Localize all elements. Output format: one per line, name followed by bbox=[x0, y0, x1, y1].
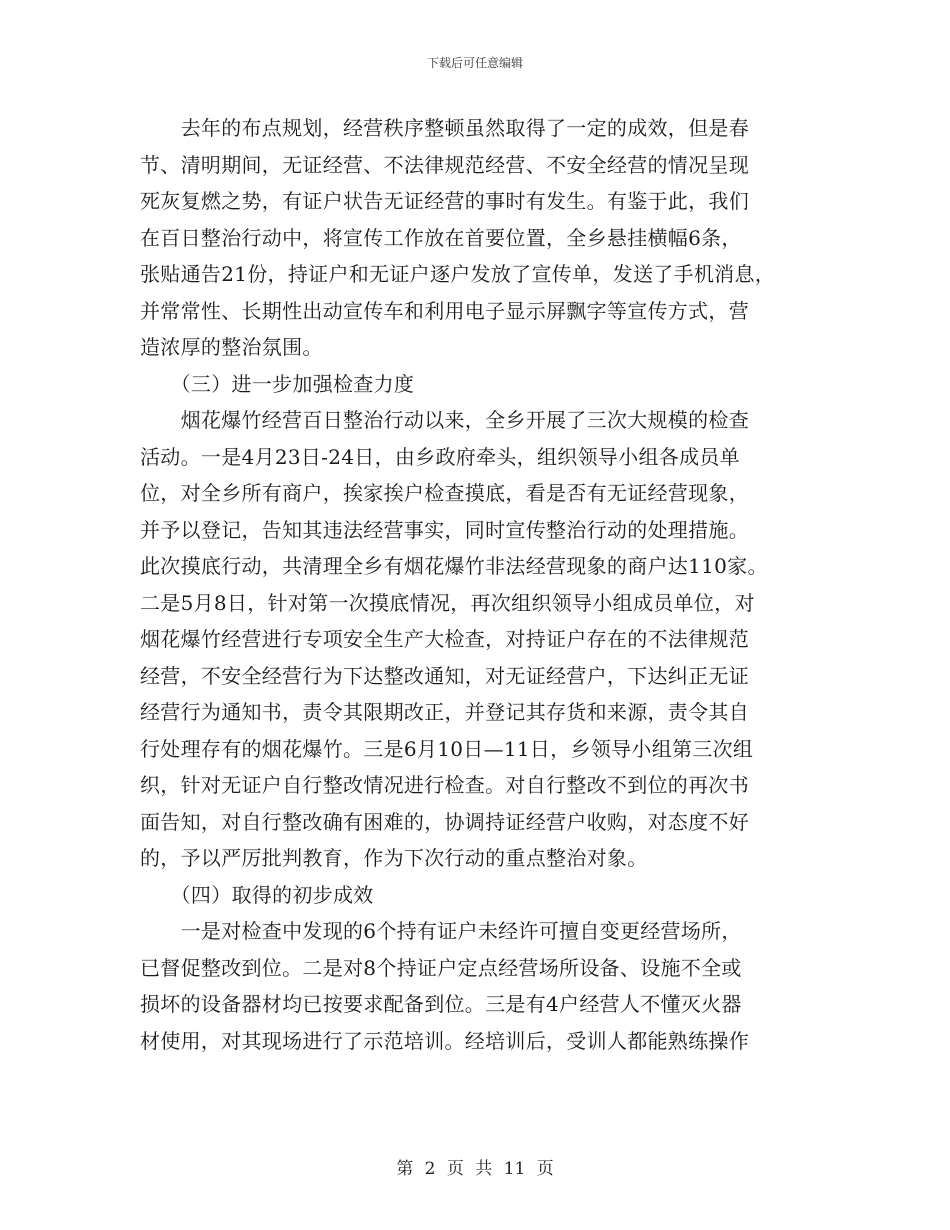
text-line: 节、清明期间，无证经营、不法律规范经营、不安全经营的情况呈现 bbox=[140, 152, 749, 177]
text-line: 张贴通告21份，持证户和无证户逐户发放了宣传单，发送了手机消息， bbox=[140, 262, 776, 286]
section-heading: （四）取得的初步成效 bbox=[140, 882, 374, 907]
text-line: 活动。一是4月23日-24日，由乡政府牵头，组织领导小组各成员单 bbox=[140, 444, 740, 469]
text-line: 并予以登记，告知其违法经营事实，同时宣传整治行动的处理措施。 bbox=[140, 517, 749, 542]
text-line: 织，针对无证户自行整改情况进行检查。对自行整改不到位的再次书 bbox=[140, 773, 749, 797]
section-heading: （三）进一步加强检查力度 bbox=[140, 371, 415, 396]
text-line: 经营行为通知书，责令其限期改正，并登记其存货和来源，责令其自 bbox=[140, 700, 749, 724]
text-line: 死灰复燃之势，有证户状告无证经营的事时有发生。有鉴于此，我们 bbox=[140, 189, 749, 213]
text-line: 在百日整治行动中，将宣传工作放在首要位置，全乡悬挂横幅6条， bbox=[140, 225, 742, 250]
text-line: 二是5月8日，针对第一次摸底情况，再次组织领导小组成员单位，对 bbox=[140, 590, 755, 615]
page-number-footer: 第 2 页 共 11 页 bbox=[396, 1159, 554, 1179]
text-line: 烟花爆竹经营百日整治行动以来，全乡开展了三次大规模的检查 bbox=[140, 408, 749, 432]
text-line: 烟花爆竹经营进行专项安全生产大检查，对持证户存在的不法律规范 bbox=[140, 627, 749, 651]
text-line: 面告知，对自行整改确有困难的，协调持证经营户收购，对态度不好 bbox=[140, 809, 749, 834]
text-line: 位，对全乡所有商户，挨家挨户检查摸底，看是否有无证经营现象， bbox=[140, 481, 749, 505]
text-line: 已督促整改到位。二是对8个持证户定点经营场所设备、设施不全或 bbox=[140, 955, 742, 980]
text-line: 行处理存有的烟花爆竹。三是6月10日—11日，乡领导小组第三次组 bbox=[140, 736, 754, 761]
document-body bbox=[140, 110, 820, 1059]
text-line: 经营，不安全经营行为下达整改通知，对无证经营户，下达纠正无证 bbox=[140, 663, 749, 688]
text-line: 损坏的设备器材均已按要求配备到位。三是有4户经营人不懂灭火器 bbox=[140, 992, 742, 1016]
text-line: 一是对检查中发现的6个持有证户未经许可擅自变更经营场所， bbox=[140, 919, 742, 943]
page-header-note: 下载后可任意编辑 bbox=[426, 56, 523, 70]
text-line: 材使用，对其现场进行了示范培训。经培训后，受训人都能熟练操作 bbox=[140, 1028, 749, 1053]
text-line: 造浓厚的整治氛围。 bbox=[140, 335, 323, 359]
text-line: 去年的布点规划，经营秩序整顿虽然取得了一定的成效，但是春 bbox=[140, 116, 749, 140]
text-line: 的，予以严厉批判教育，作为下次行动的重点整治对象。 bbox=[140, 846, 648, 870]
text-line: 此次摸底行动，共清理全乡有烟花爆竹非法经营现象的商户达110家。 bbox=[140, 554, 768, 578]
text-line: 并常常性、长期性出动宣传车和利用电子显示屏飘字等宣传方式，营 bbox=[140, 298, 749, 323]
